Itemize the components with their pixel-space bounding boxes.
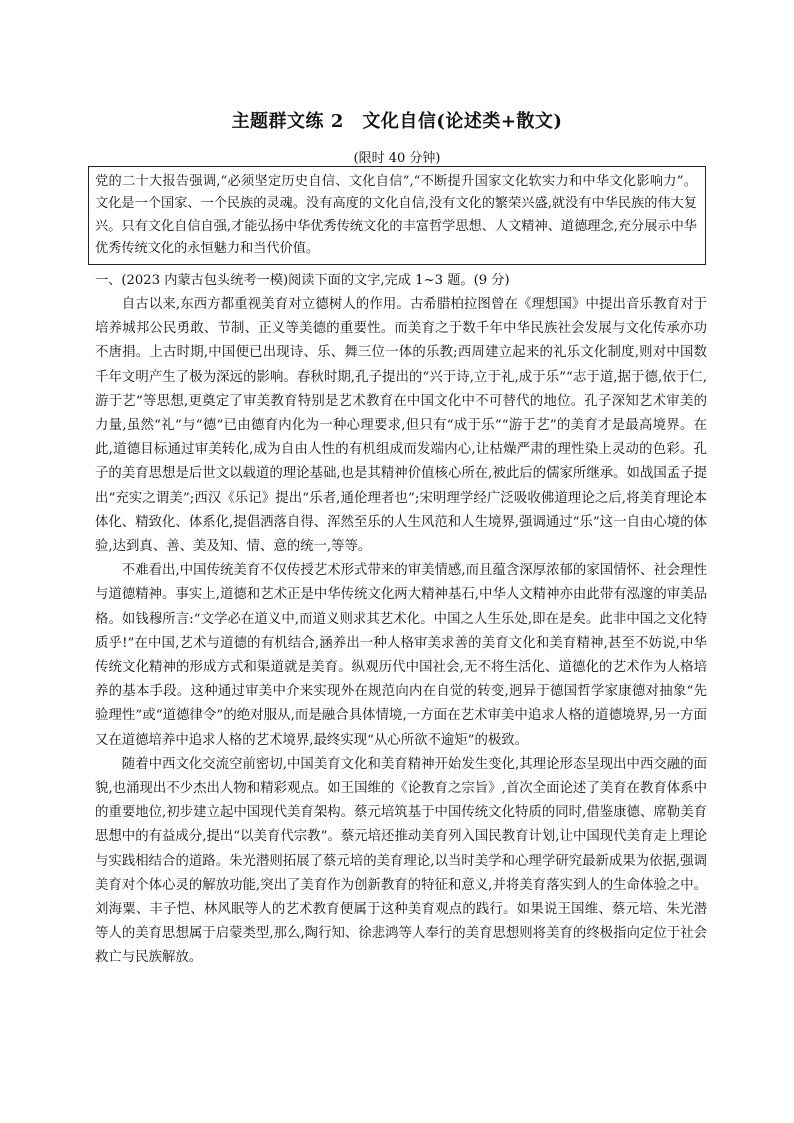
intro-box: 党的二十大报告强调,“必须坚定历史自信、文化自信”,“不断提升国家文化软实力和中华文化影响力”。文化是一个国家、一个民族的灵魂。没有高度的文化自信,没有文化的繁荣兴盛,就没有中华民族的伟大复兴。只有文化自信自强,才能弘扬中华优秀传统文化的丰富哲学思想、人文精神、道德理念,充分展示中华优秀传统文化的永恒魅力和当代价值。 <box>88 166 706 265</box>
passage-paragraph: 不难看出,中国传统美育不仅传授艺术形式带来的审美情感,而且蕴含深厚浓郁的家国情怀、社会理性与道德精神。事实上,道德和艺术正是中华传统文化两大精神基石,中华人文精神亦由此带有泓邃的审美品格。如钱穆所言:“文学必在道义中,而道义则求其艺术化。中国之人生乐处,即在是矣。此非中国之文化特质乎!”在中国,艺术与道德的有机结合,涵养出一种人格审美求善的美育文化和美育精神,甚至不妨说,中华传统文化精神的形成方式和渠道就是美育。纵观历代中国社会,无不将生活化、道德化的艺术作为人格培养的基本手段。这种通过审美中介来实现外在规范向内在自觉的转变,迥异于德国哲学家康德对抽象“先验理性”或“道德律令”的绝对服从,而是融合具体情境,一方面在艺术审美中追求人格的道德境界,另一方面又在道德培养中追求人格的艺术境界,最终实现“从心所欲不逾矩”的极致。 <box>95 563 707 748</box>
passage-paragraph: 自古以来,东西方都重视美育对立德树人的作用。古希腊柏拉图曾在《理想国》中提出音乐教育对于培养城邦公民勇敢、节制、正义等美德的重要性。而美育之于数千年中华民族社会发展与文化传承亦功不唐捐。上古时期,中国便已出现诗、乐、舞三位一体的乐教;西周建立起来的礼乐文化制度,则对中国数千年文明产生了极为深远的影响。春秋时期,孔子提出的“兴于诗,立于礼,成于乐”“志于道,据于德,依于仁,游于艺”等思想,更奠定了审美教育特别是艺术教育在中国文化中不可替代的地位。孔子深知艺术审美的力量,虽然“礼”与“德”已由德育内化为一种心理要求,但只有“成于乐”“游于艺”的美育才是最高境界。在此,道德目标通过审美转化,成为自由人性的有机组成而发端内心,让枯燥严肃的理性染上灵动的色彩。孔子的美育思想是后世文以载道的理论基础,也是其精神价值核心所在,被此后的儒家所继承。如战国孟子提出“充实之谓美”;西汉《乐记》提出“乐者,通伦理者也”;宋明理学经广泛吸收佛道理论之后,将美育理论本体化、精致化、体系化,提倡洒落自得、浑然至乐的人生风范和人生境界,强调通过“乐”这一自由心境的体验,达到真、善、美及知、情、意的统一,等等。 <box>95 297 707 555</box>
passage-paragraph: 随着中西文化交流空前密切,中国美育文化和美育精神开始发生变化,其理论形态呈现出中西交融的面貌,也涌现出不少杰出人物和精彩观点。如王国维的《论教育之宗旨》,首次全面论述了美育在教育体系中的重要地位,初步建立起中国现代美育架构。蔡元培筑基于中国传统文化特质的同时,借鉴康德、席勒美育思想中的有益成分,提出“以美育代宗教”。蔡元培还推动美育列入国民教育计划,让中国现代美育走上理论与实践相结合的道路。朱光潜则拓展了蔡元培的美育理论,以当时美学和心理学研究最新成果为依据,强调美育对个体心灵的解放功能,突出了美育作为创新教育的特征和意义,并将美育落实到人的生命体验之中。刘海粟、丰子恺、林风眠等人的艺术教育便属于这种美育观点的践行。如果说王国维、蔡元培、朱光潜等人的美育思想属于启蒙类型,那么,陶行知、徐悲鸿等人奉行的美育思想则将美育的终极指向定位于社会救亡与民族解放。 <box>95 756 707 966</box>
time-limit: (限时 40 分钟) <box>353 151 441 166</box>
question-heading: 一、(2023 内蒙古包头统考一模)阅读下面的文字,完成 1~3 题。(9 分) <box>95 273 510 288</box>
page-title: 主题群文练 2 文化自信(论述类+散文) <box>231 111 563 132</box>
reading-passage <box>95 293 707 971</box>
